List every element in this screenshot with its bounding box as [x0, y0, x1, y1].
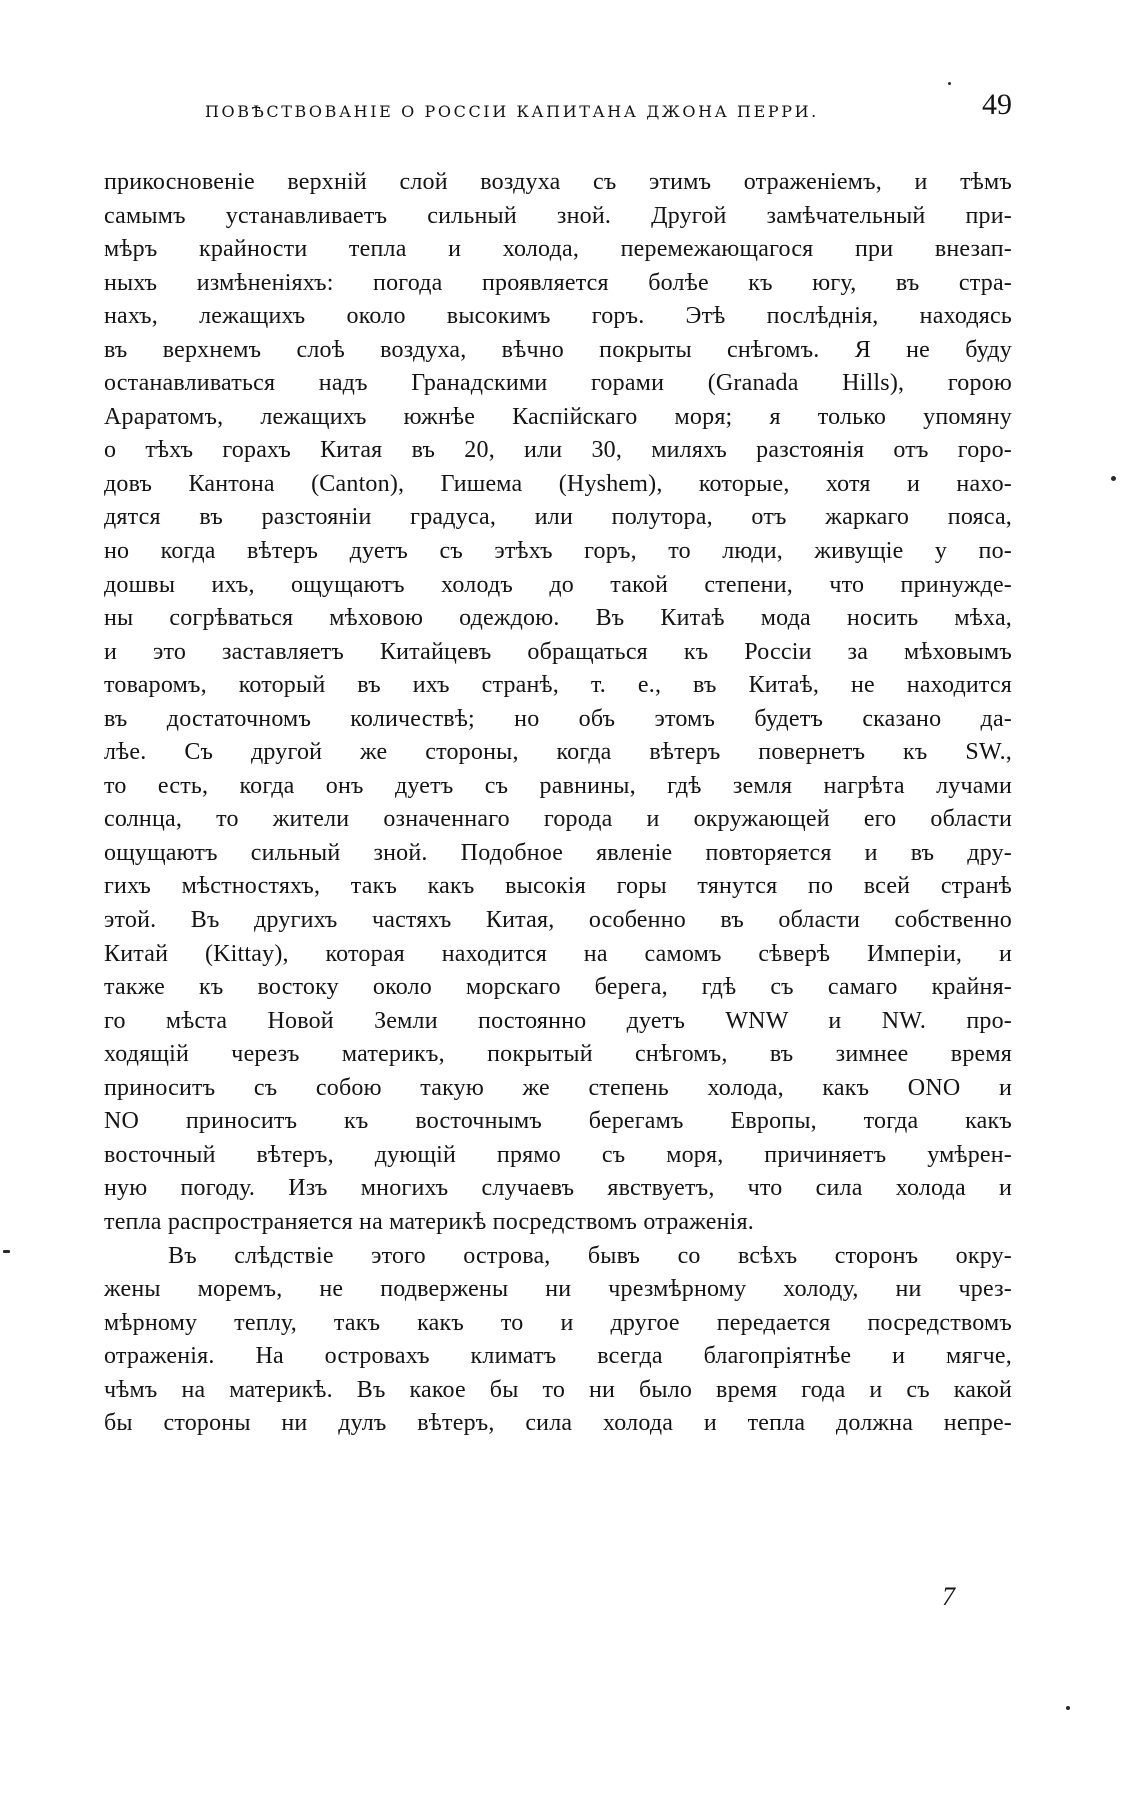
body-text — [104, 166, 1012, 1441]
text-line: довъ Кантона (Canton), Гишема (Hyshem), которые, хотя и нахо- — [104, 470, 1012, 497]
text-line: и это заставляетъ Китайцевъ обращаться къ Россіи за мѣховымъ — [104, 638, 1012, 665]
text-line: Араратомъ, лежащихъ южнѣе Каспійскаго моря; я только упомяну — [104, 403, 1012, 430]
text-line: въ верхнемъ слоѣ воздуха, вѣчно покрыты снѣгомъ. Я не буду — [104, 336, 1012, 363]
running-title: ПОВѢСТВОВАНІЕ О РОССІИ КАПИТАНА ДЖОНА ПЕРРИ. — [205, 102, 819, 121]
signature-mark: 7 — [942, 1582, 955, 1611]
text-line: нахъ, лежащихъ около высокимъ горъ. Этѣ послѣднія, находясь — [104, 303, 1012, 330]
text-line: ощущаютъ сильный зной. Подобное явленіе повторяется и въ дру- — [104, 839, 1012, 866]
text-line: Въ слѣдствіе этого острова, бывъ со всѣхъ сторонъ окру- — [168, 1242, 1012, 1269]
text-line: останавливаться надъ Гранадскими горами (Granada Hills), горою — [104, 370, 1012, 397]
text-line: то есть, когда онъ дуетъ съ равнины, гдѣ земля нагрѣта лучами — [104, 772, 1012, 799]
text-line: въ достаточномъ количествѣ; но объ этомъ будетъ сказано да- — [104, 705, 1012, 732]
page-number: 49 — [982, 88, 1012, 121]
text-line: бы стороны ни дулъ вѣтеръ, сила холода и тепла должна непре- — [104, 1410, 1012, 1437]
text-line: также къ востоку около морскаго берега, гдѣ съ самаго крайня- — [104, 974, 1012, 1001]
text-line: ную погоду. Изъ многихъ случаевъ явствуетъ, что сила холода и — [104, 1175, 1012, 1202]
text-line: Китай (Kittay), которая находится на самомъ сѣверѣ Имперіи, и — [104, 940, 1012, 967]
text-line: ходящій черезъ материкъ, покрытый снѣгомъ, въ зимнее время — [104, 1041, 1012, 1068]
text-line: о тѣхъ горахъ Китая въ 20, или 30, миляхъ разстоянія отъ горо- — [104, 437, 1012, 464]
text-line: самымъ устанавливаетъ сильный зной. Другой замѣчательный при- — [104, 202, 1012, 229]
text-line: чѣмъ на материкѣ. Въ какое бы то ни было время года и съ какой — [104, 1376, 1012, 1403]
text-line: тепла распространяется на материкѣ посредствомъ отраженія. — [104, 1208, 754, 1235]
text-line: восточный вѣтеръ, дующій прямо съ моря, причиняетъ умѣрен- — [104, 1141, 1012, 1168]
text-line: гихъ мѣстностяхъ, такъ какъ высокія горы тянутся по всей странѣ — [104, 873, 1012, 900]
text-line: ныхъ измѣненіяхъ: погода проявляется болѣе къ югу, въ стра- — [104, 269, 1012, 296]
scan-speck — [3, 1250, 10, 1253]
text-line: прикосновеніе верхній слой воздуха съ этимъ отраженіемъ, и тѣмъ — [104, 169, 1012, 195]
text-line: лѣе. Съ другой же стороны, когда вѣтеръ повернетъ къ SW., — [104, 739, 1012, 766]
text-line: го мѣста Новой Земли постоянно дуетъ WNW и NW. про- — [104, 1007, 1012, 1034]
text-line: солнца, то жители означеннаго города и окружающей его области — [104, 806, 1012, 833]
scan-speck — [1066, 1706, 1070, 1710]
paragraph-1 — [104, 166, 1012, 1240]
text-line: жены моремъ, не подвержены ни чрезмѣрному холоду, ни чрез- — [104, 1276, 1012, 1303]
text-line: этой. Въ другихъ частяхъ Китая, особенно въ области собственно — [104, 907, 1012, 934]
text-line: но когда вѣтеръ дуетъ съ этѣхъ горъ, то люди, живущіе у по- — [104, 538, 1012, 565]
page-header — [100, 88, 1020, 128]
text-line: NO приноситъ къ восточнымъ берегамъ Европы, тогда какъ — [104, 1108, 1012, 1135]
text-line: товаромъ, который въ ихъ странѣ, т. е., въ Китаѣ, не находится — [104, 672, 1012, 699]
scan-speck — [1111, 476, 1116, 481]
text-line: дятся въ разстояніи градуса, или полутора, отъ жаркаго пояса, — [104, 504, 1012, 531]
text-line: дошвы ихъ, ощущаютъ холодъ до такой степени, что принужде- — [104, 571, 1012, 598]
scan-speck — [948, 82, 951, 85]
text-line: отраженія. На островахъ климатъ всегда благопріятнѣе и мягче, — [104, 1343, 1012, 1370]
text-line: мѣръ крайности тепла и холода, перемежающагося при внезап- — [104, 236, 1012, 263]
text-line: мѣрному теплу, такъ какъ то и другое передается посредствомъ — [104, 1309, 1012, 1336]
paragraph-2 — [104, 1240, 1012, 1441]
text-line: ны согрѣваться мѣховою одеждою. Въ Китаѣ мода носить мѣха, — [104, 605, 1012, 632]
text-line: приноситъ съ собою такую же степень холода, какъ ONO и — [104, 1074, 1012, 1101]
